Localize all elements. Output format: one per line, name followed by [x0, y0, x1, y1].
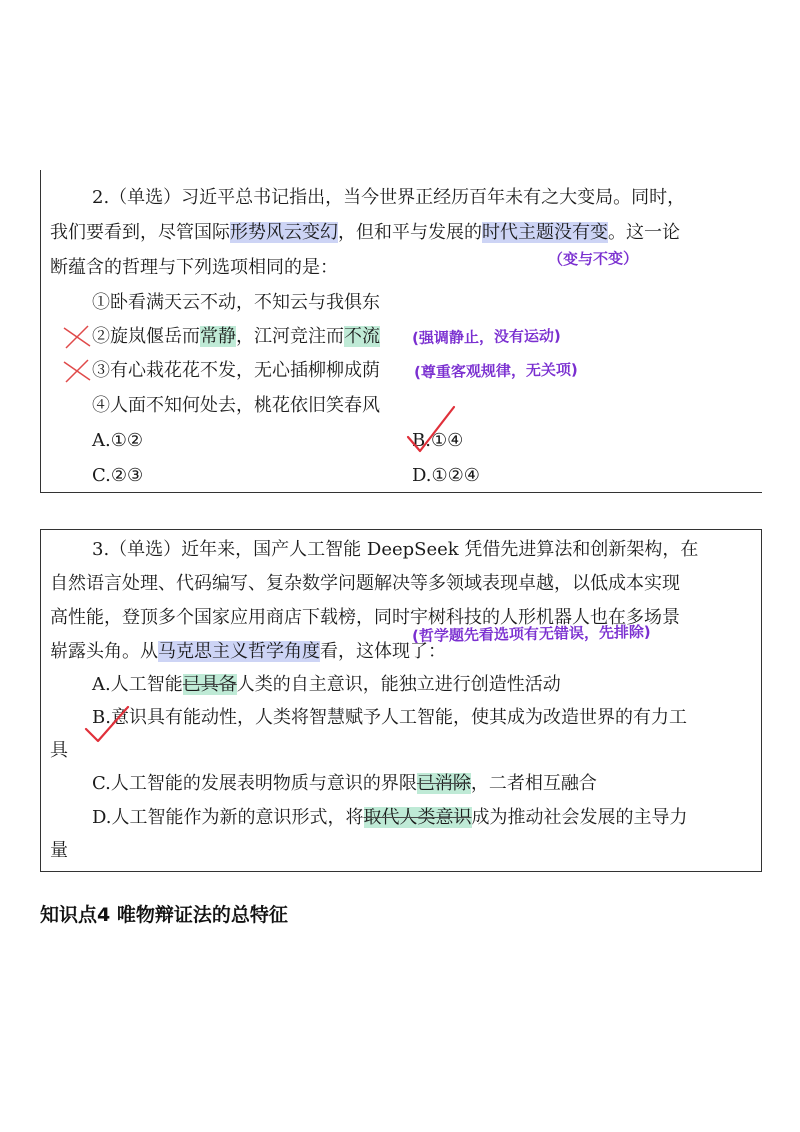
cross-mark-icon [62, 324, 92, 350]
q3-option-b-line-1: B.意识具有能动性，人类将智慧赋予人工智能，使其成为改造世界的有力工 [92, 707, 687, 728]
check-mark-icon [82, 703, 132, 745]
q2-choice-b: B.①④ [412, 430, 464, 451]
q3-highlight-marxism: 马克思主义哲学角度 [158, 641, 320, 662]
q2-highlight-still: 常静 [200, 326, 236, 347]
q2-highlight-situation: 形势风云变幻 [230, 222, 338, 243]
q3-stem-line-4 [50, 641, 446, 663]
q2-choice-a: A.①② [92, 430, 143, 451]
q2-text: 。这一论 [608, 222, 680, 243]
q3-text: D.人工智能作为新的意识形式，将 [92, 807, 364, 828]
q2-text: ，但和平与发展的 [338, 222, 482, 243]
q3-text: C.人工智能的发展表明物质与意识的界限 [92, 773, 417, 794]
q2-option-2 [92, 326, 380, 348]
q3-option-d-line-1 [92, 807, 688, 829]
q3-stem-line-3: 高性能，登顶多个国家应用商店下载榜，同时宇树科技的人形机器人也在多场景 [50, 607, 680, 628]
q3-option-c [92, 773, 597, 795]
q3-stem-line-1: 3.（单选）近年来，国产人工智能 DeepSeek 凭借先进算法和创新架构，在 [92, 539, 699, 560]
q2-option-3: ③有心栽花花不发，无心插柳柳成荫 [92, 360, 380, 381]
q2-highlight-theme: 时代主题没有变 [482, 222, 608, 243]
q2-option-2-note: (强调静止，没有运动) [411, 326, 561, 348]
q2-text: ，江河竞注而 [236, 326, 344, 347]
q3-text: 成为推动社会发展的主导力 [471, 807, 688, 828]
q3-highlight-eliminated: 已消除 [416, 773, 471, 794]
q3-handwritten-note: (哲学题先看选项有无错误，先排除) [411, 622, 651, 646]
q3-option-b-line-2: 具 [50, 740, 68, 761]
q3-text: ，二者相互融合 [470, 773, 597, 794]
q2-text: ②旋岚偃岳而 [92, 326, 200, 347]
q2-choice-c: C.②③ [92, 465, 144, 486]
q2-option-3-note: (尊重客观规律，无关项) [413, 360, 578, 382]
q2-option-4: ④人面不知何处去，桃花依旧笑春风 [92, 395, 380, 416]
q3-text: A.人工智能 [92, 674, 183, 695]
q2-stem-line-1: 2.（单选）习近平总书记指出，当今世界正经历百年未有之大变局。同时， [92, 187, 686, 208]
cross-mark-icon [62, 358, 92, 384]
check-mark-icon [402, 403, 458, 455]
q2-stem-line-3: 断蕴含的哲理与下列选项相同的是： [50, 257, 338, 278]
q3-option-a [92, 674, 561, 696]
q2-stem-line-2 [50, 222, 680, 244]
q3-stem-line-2: 自然语言处理、代码编写、复杂数学问题解决等多领域表现卓越，以低成本实现 [50, 573, 680, 594]
q3-text: 人类的自主意识，能独立进行创造性活动 [236, 674, 561, 695]
q3-highlight-already-has: 已具备 [182, 674, 237, 695]
q3-option-d-line-2: 量 [50, 840, 68, 861]
q3-highlight-replace: 取代人类意识 [363, 807, 472, 828]
q3-text: 看，这体现了： [320, 641, 446, 662]
q2-highlight-notflow: 不流 [344, 326, 380, 347]
q2-option-1: ①卧看满天云不动，不知云与我俱东 [92, 292, 380, 313]
section-heading: 知识点4 唯物辩证法的总特征 [40, 904, 288, 926]
q2-text: 我们要看到，尽管国际 [50, 222, 230, 243]
q2-choice-d: D.①②④ [412, 465, 480, 486]
q3-text: 崭露头角。从 [50, 641, 158, 662]
q2-handwritten-note: （变与不变） [547, 249, 639, 269]
